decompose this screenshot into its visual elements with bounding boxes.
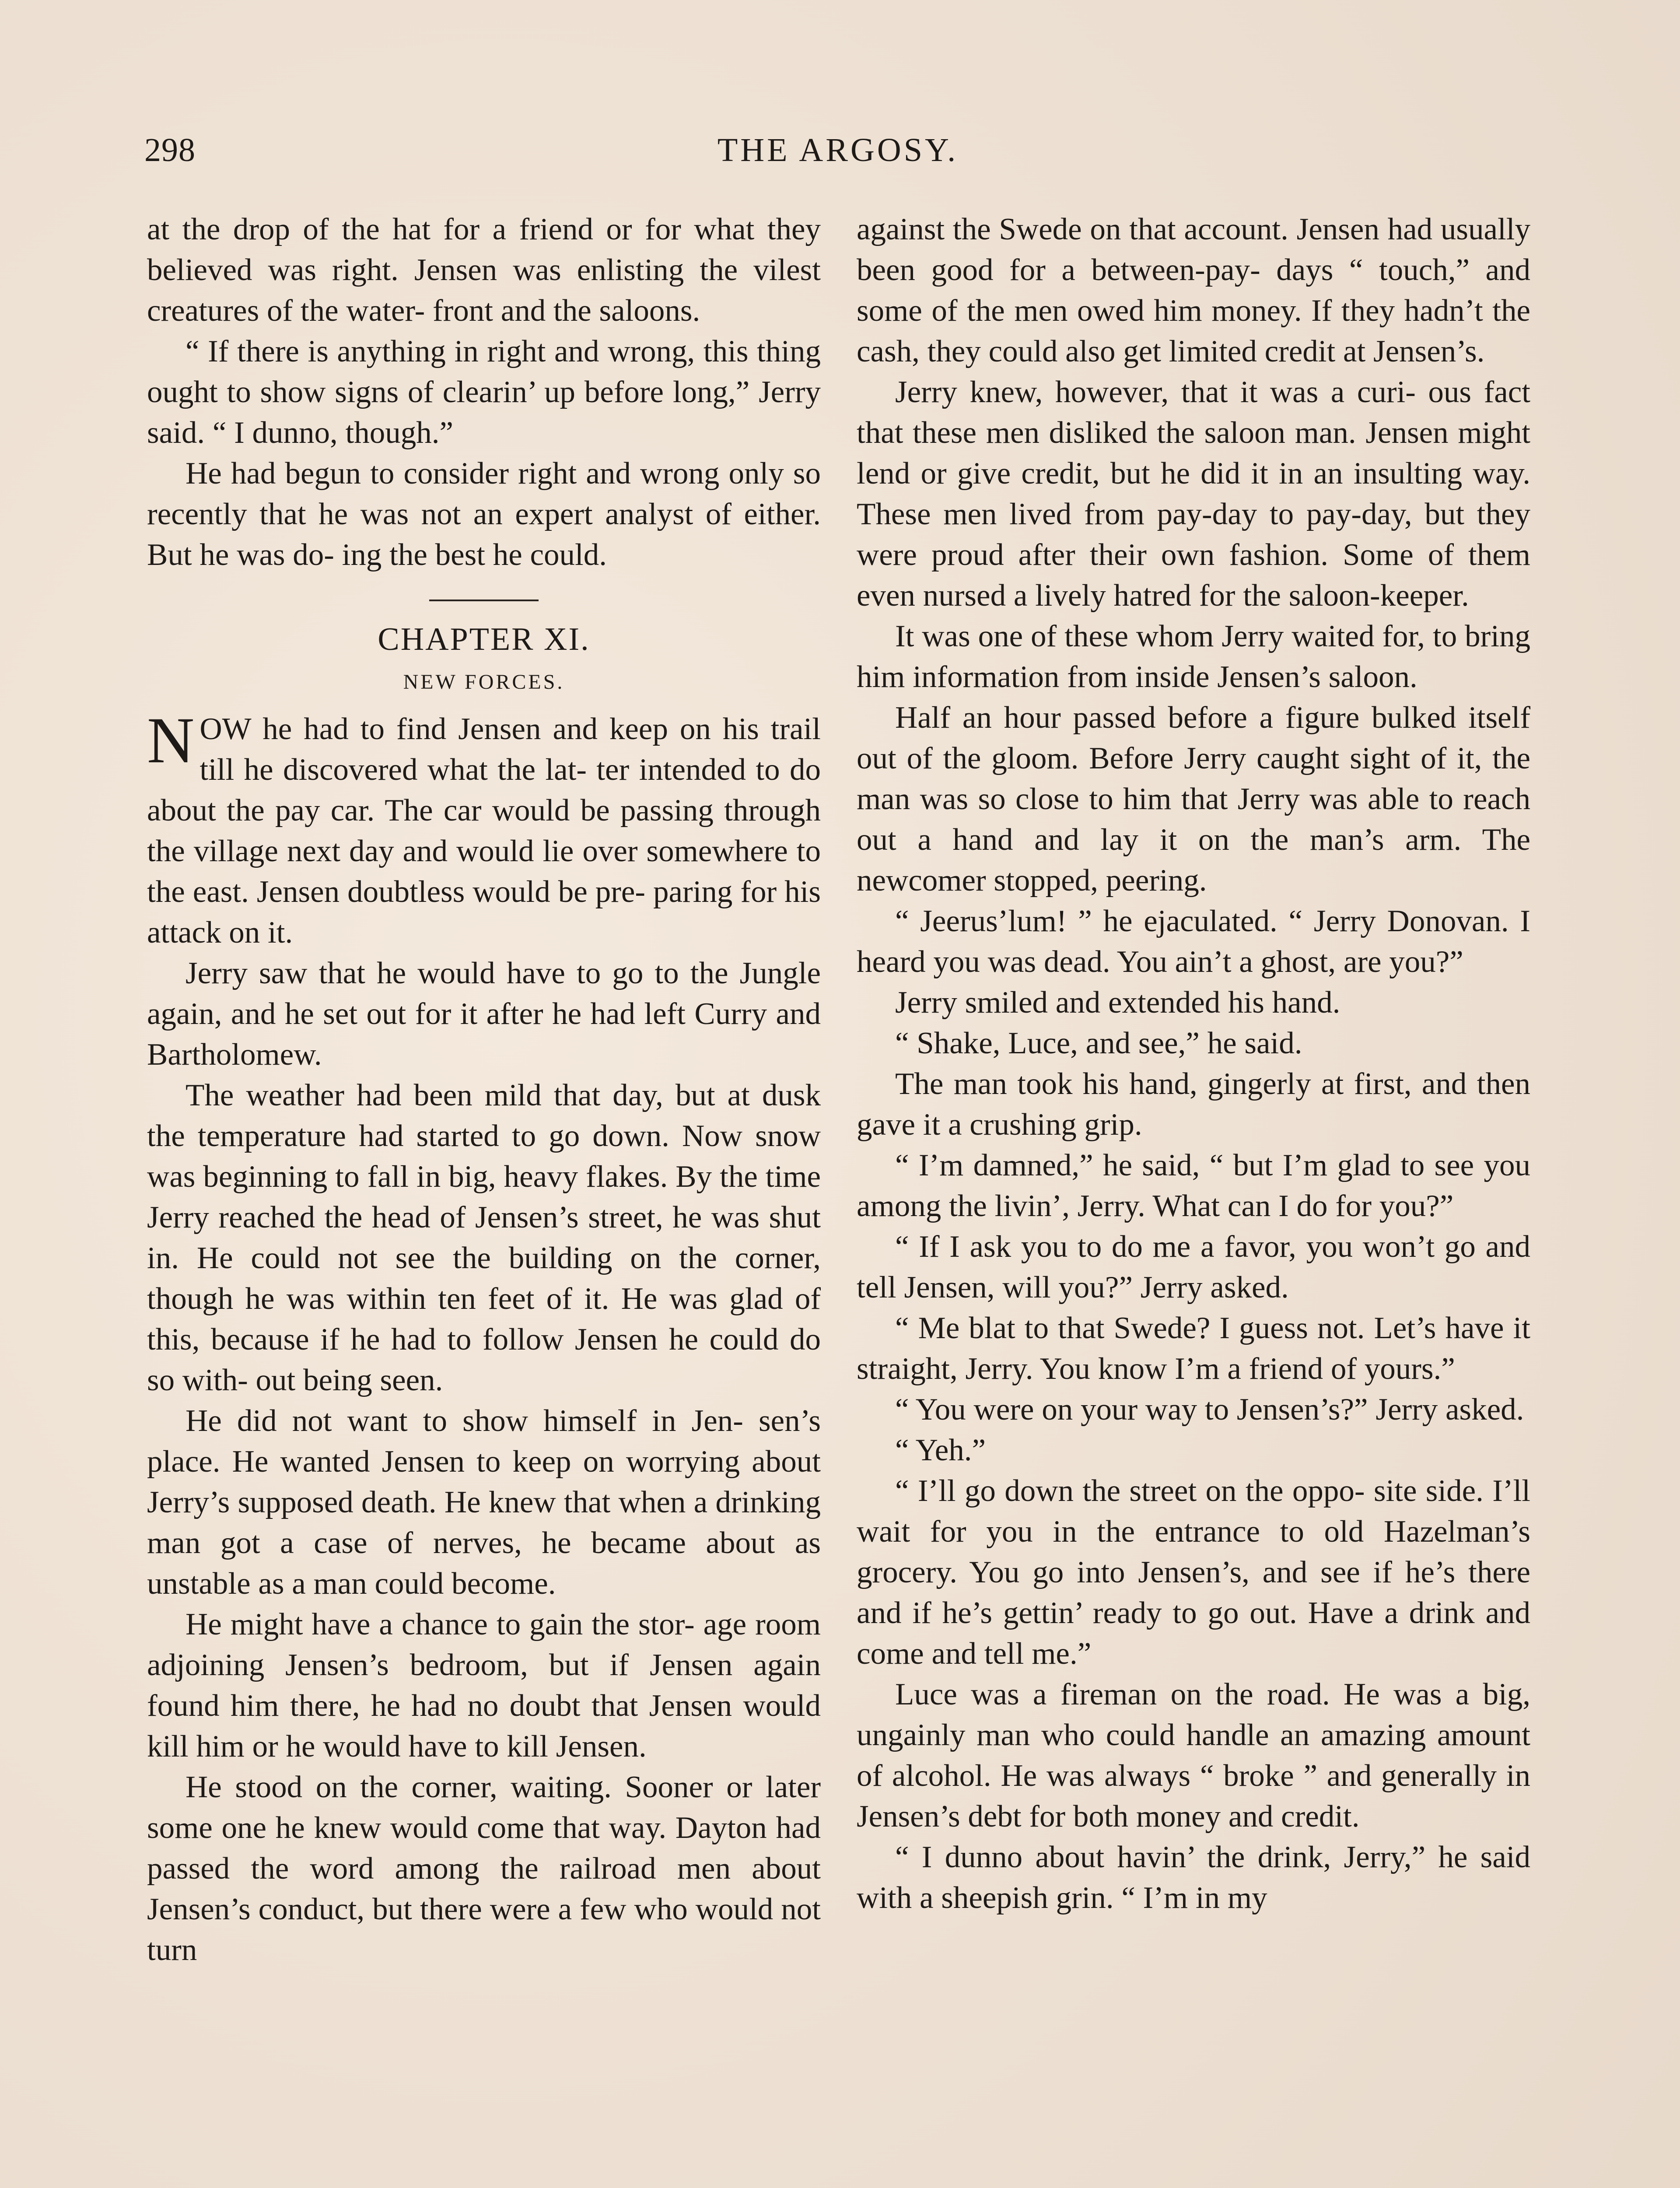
paragraph: “ I’ll go down the street on the oppo- site side. I’ll wait for you in the entrance to old Hazelman’s grocery. You go into Jensen’s, and see if he’s there and if he’s gettin’ ready to go out. Have a drink and come and tell me.”	[857, 1474, 1530, 1671]
paragraph: “ You were on your way to Jensen’s?” Jerry asked.	[895, 1392, 1524, 1427]
opening-paragraph-text: OW he had to find Jensen and keep on his trail till he discovered what the lat- ter intended to do about the pay car. The car would be passing through the village next day and would lie over somewhere to the east. Jensen doubtless would be pre- paring for his attack on it.	[147, 712, 821, 950]
paragraph: Luce was a fireman on the road. He was a big, ungainly man who could handle an amazing amount of alcohol. He was always “ broke ” and generally in Jensen’s debt for both money and credit.	[857, 1677, 1530, 1834]
page-header	[144, 131, 1531, 179]
paragraph: “ Yeh.”	[895, 1433, 986, 1467]
paragraph: He might have a chance to gain the stor- age room adjoining Jensen’s bedroom, but if Jensen again found him there, he had no doubt that Jensen would kill him or he would have to kill Jensen.	[147, 1607, 821, 1764]
paragraph: He did not want to show himself in Jen- sen’s place. He wanted Jensen to keep on worrying about Jerry’s supposed death. He knew that when a drinking man got a case of nerves, he became about as unstable as a man could become.	[147, 1404, 821, 1601]
page-number: 298	[144, 132, 196, 168]
drop-cap: N	[147, 704, 195, 777]
paragraph: “ Me blat to that Swede? I guess not. Let’s have it straight, Jerry. You know I’m a friend of yours.”	[857, 1311, 1530, 1386]
paragraph: He stood on the corner, waiting. Sooner or later some one he knew would come that way. Dayton had passed the word among the railroad men about Jensen’s conduct, but there were a few who would not turn	[147, 1770, 821, 1967]
paragraph: “ Jeerus’lum! ” he ejaculated. “ Jerry Donovan. I heard you was dead. You ain’t a ghost, are you?”	[857, 904, 1530, 979]
running-head: THE ARGOSY.	[717, 132, 959, 168]
opening-paragraph	[147, 704, 821, 953]
right-column	[857, 209, 1530, 1918]
paragraph: The man took his hand, gingerly at first, and then gave it a crushing grip.	[857, 1067, 1530, 1142]
paragraph: The weather had been mild that day, but at dusk the temperature had started to go down. Now snow was beginning to fall in big, heavy flakes. By the time Jerry reached the head of Jensen’s street, he was shut in. He could not see the building on the corner, though he was within ten feet of it. He was glad of this, because if he had to follow Jensen he could do so with- out being seen.	[147, 1078, 821, 1397]
paragraph: “ If I ask you to do me a favor, you won’t go and tell Jensen, will you?” Jerry asked.	[857, 1230, 1530, 1304]
paragraph: Jerry smiled and extended his hand.	[895, 985, 1340, 1020]
paragraph: at the drop of the hat for a friend or for what they believed was right. Jensen was enlisting the vilest creatures of the water- front and the saloons.	[147, 212, 821, 328]
paragraph: “ If there is anything in right and wrong, this thing ought to show signs of clearin’ up before long,” Jerry said. “ I dunno, though.”	[147, 334, 821, 450]
paragraph: “ I dunno about havin’ the drink, Jerry,” he said with a sheepish grin. “ I’m in my	[857, 1840, 1530, 1915]
paragraph: It was one of these whom Jerry waited for, to bring him information from inside Jensen’s saloon.	[857, 619, 1530, 694]
paragraph: Jerry knew, however, that it was a curi- ous fact that these men disliked the saloon man. Jensen might lend or give credit, but he did it in an insulting way. These men lived from pay-day to pay-day, but they were proud after their own fashion. Some of them even nursed a lively hatred for the saloon-keeper.	[857, 375, 1530, 613]
paragraph: Half an hour passed before a figure bulked itself out of the gloom. Before Jerry caught sight of it, the man was so close to him that Jerry was able to reach out a hand and lay it on the man’s arm. The newcomer stopped, peering.	[857, 701, 1530, 898]
chapter-title: CHAPTER XI.	[378, 621, 590, 657]
chapter-subtitle: NEW FORCES.	[403, 670, 565, 694]
paragraph: Jerry saw that he would have to go to the Jungle again, and he set out for it after he had left Curry and Bartholomew.	[147, 956, 821, 1072]
section-divider	[429, 600, 539, 601]
paragraph: “ Shake, Luce, and see,” he said.	[895, 1026, 1302, 1060]
paragraph: He had begun to consider right and wrong only so recently that he was not an expert analyst of either. But he was do- ing the best he could.	[147, 456, 821, 572]
paragraph: “ I’m damned,” he said, “ but I’m glad to see you among the livin’, Jerry. What can I do for you?”	[857, 1148, 1530, 1223]
paragraph: against the Swede on that account. Jensen had usually been good for a between-pay- days “ touch,” and some of the men owed him money. If they hadn’t the cash, they could also get limited credit at Jensen’s.	[857, 212, 1530, 368]
left-column	[147, 209, 821, 1971]
